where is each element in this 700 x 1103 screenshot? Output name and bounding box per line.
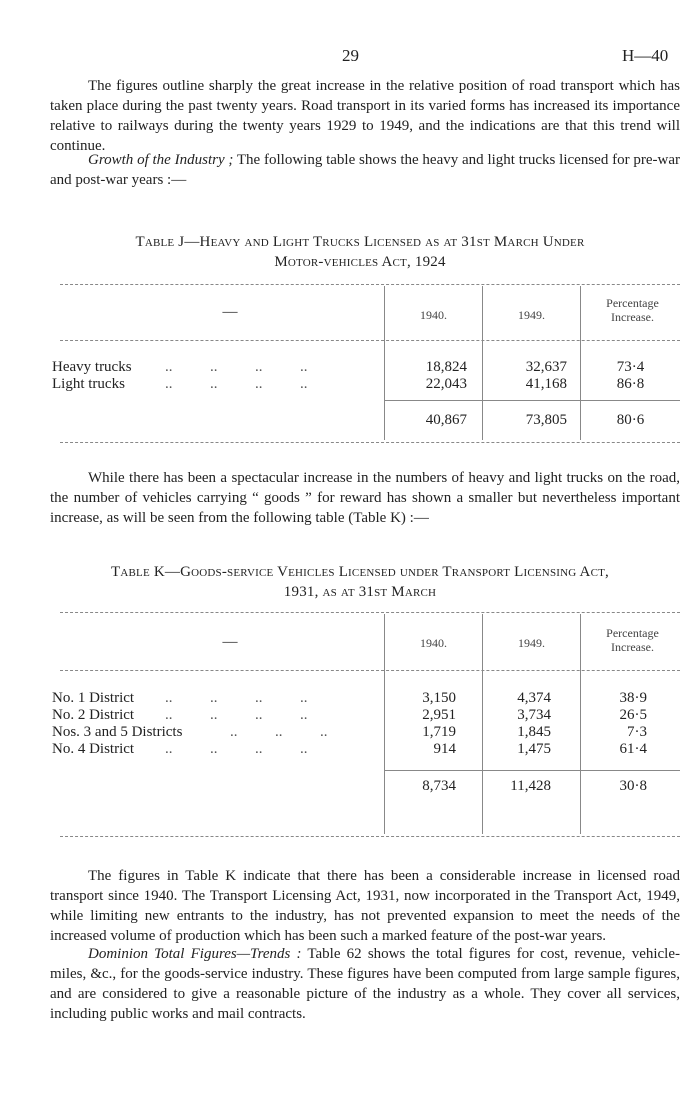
table-j-leader-dots: .. .. .. ..	[165, 359, 308, 375]
table-j-bottom-rule	[60, 442, 680, 443]
table-k-cell: 914	[433, 741, 456, 757]
table-k-leader-dots: .. .. ..	[230, 724, 328, 740]
growth-text: The following table shows the heavy and light trucks licensed for pre-war and post-war years :—	[50, 152, 680, 188]
table-k-top-rule	[60, 612, 680, 613]
table-k-row-label: No. 4 District	[52, 741, 135, 757]
table-j-cell: 22,043	[425, 376, 467, 392]
growth-heading: Growth of the Industry ;	[88, 152, 234, 168]
table-k-stub-head: —	[222, 634, 238, 650]
table-k-title-line2: 1931, as at 31st March	[283, 584, 437, 600]
paragraph-road-transport: The figures outline sharply the great increase in the relative position of road transport which has taken place during the past twenty years. Road transport in its varied forms has increased its importance relative to railways during the twenty years 1929 to 1949, and the indications are that this trend will continue.	[50, 78, 680, 154]
table-j-stub-head: —	[222, 304, 238, 320]
table-j-col-1949: 1949.	[518, 308, 545, 322]
table-k-title-line1: Table K—Goods-service Vehicles Licensed under Transport Licensing Act,	[111, 564, 609, 580]
table-j-cell: 86·8	[616, 376, 645, 392]
paragraph-growth	[50, 150, 680, 190]
table-j-cell: 41,168	[525, 376, 567, 392]
table-k-cell: 7·3	[627, 724, 647, 740]
table-j-row-label: Light trucks	[52, 376, 125, 392]
table-j-top-rule	[60, 284, 680, 285]
dominion-heading: Dominion Total Figures—Trends :	[88, 946, 302, 962]
table-j-cell: 18,824	[425, 359, 467, 375]
table-k-leader-dots: .. .. .. ..	[165, 741, 308, 757]
table-k-row-label: No. 1 District	[52, 690, 135, 706]
table-j-title-line1: Table J—Heavy and Light Trucks Licensed as at 31st March Under	[135, 234, 585, 250]
table-j-col-percentage: Percentage Increase.	[606, 296, 659, 324]
table-k-cell: 3,734	[517, 707, 551, 723]
table-k-total-cell: 30·8	[619, 778, 647, 794]
table-k-total-rule	[384, 770, 680, 771]
table-j-head-rule	[60, 340, 680, 341]
page-number: 29	[342, 46, 359, 65]
table-k-cell: 26·5	[619, 707, 647, 723]
table-k-total-cell: 8,734	[422, 778, 456, 794]
table-j-total-cell: 73,805	[525, 412, 567, 428]
table-j-total-rule	[384, 400, 680, 401]
table-k-cell: 1,719	[422, 724, 456, 740]
table-k-leader-dots: .. .. .. ..	[165, 707, 308, 723]
table-k-col-percentage: Percentage Increase.	[606, 626, 659, 654]
table-k-row-label: No. 2 District	[52, 707, 135, 723]
dominion-text: Table 62 shows the total figures for cost, revenue, vehicle-miles, &c., for the goods-service industry. These figures have been computed from large sample figures, and are considered to give a reasonable picture of the industry as a whole. They cover all services, including public works and mail contracts.	[50, 946, 680, 1022]
table-k-col-1949: 1949.	[518, 636, 545, 650]
paragraph-goods-vehicles: While there has been a spectacular increase in the numbers of heavy and light trucks on the road, the number of vehicles carrying “ goods ” for reward has shown a smaller but nevertheless important increase, as will be seen from the following table (Table K) :—	[50, 470, 680, 526]
table-k-head-rule	[60, 670, 680, 671]
paragraph-table-k-analysis: The figures in Table K indicate that there has been a considerable increase in licensed road transport since 1940. The Transport Licensing Act, 1931, now incorporated in the Transport Act, 1949, while limiting new entrants to the industry, has not prevented expansion to meet the needs of the increased volume of production which has been such a marked feature of the post-war years.	[50, 868, 680, 944]
table-j-cell: 73·4	[616, 359, 645, 375]
document-reference: H—40	[622, 46, 669, 65]
table-j-cell: 32,637	[525, 359, 567, 375]
table-j-col-1940: 1940.	[420, 308, 447, 322]
table-k-cell: 1,475	[517, 741, 551, 757]
table-j-row-label: Heavy trucks	[52, 359, 132, 375]
paragraph-dominion-totals	[50, 944, 680, 1024]
table-k-cell: 61·4	[619, 741, 647, 757]
table-k-cell: 3,150	[422, 690, 456, 706]
table-k-cell: 2,951	[422, 707, 456, 723]
table-k-cell: 4,374	[517, 690, 551, 706]
table-k-bottom-rule	[60, 836, 680, 837]
table-k-leader-dots: .. .. .. ..	[165, 690, 308, 706]
table-k-row-label: Nos. 3 and 5 Districts	[52, 724, 183, 740]
table-k-cell: 38·9	[619, 690, 647, 706]
table-j-total-cell: 80·6	[616, 412, 645, 428]
table-j-leader-dots: .. .. .. ..	[165, 376, 308, 392]
table-k-cell: 1,845	[517, 724, 551, 740]
table-j-total-cell: 40,867	[425, 412, 467, 428]
table-k-total-cell: 11,428	[510, 778, 551, 794]
table-k-col-1940: 1940.	[420, 636, 447, 650]
table-j-title-line2: Motor-vehicles Act, 1924	[274, 254, 446, 270]
